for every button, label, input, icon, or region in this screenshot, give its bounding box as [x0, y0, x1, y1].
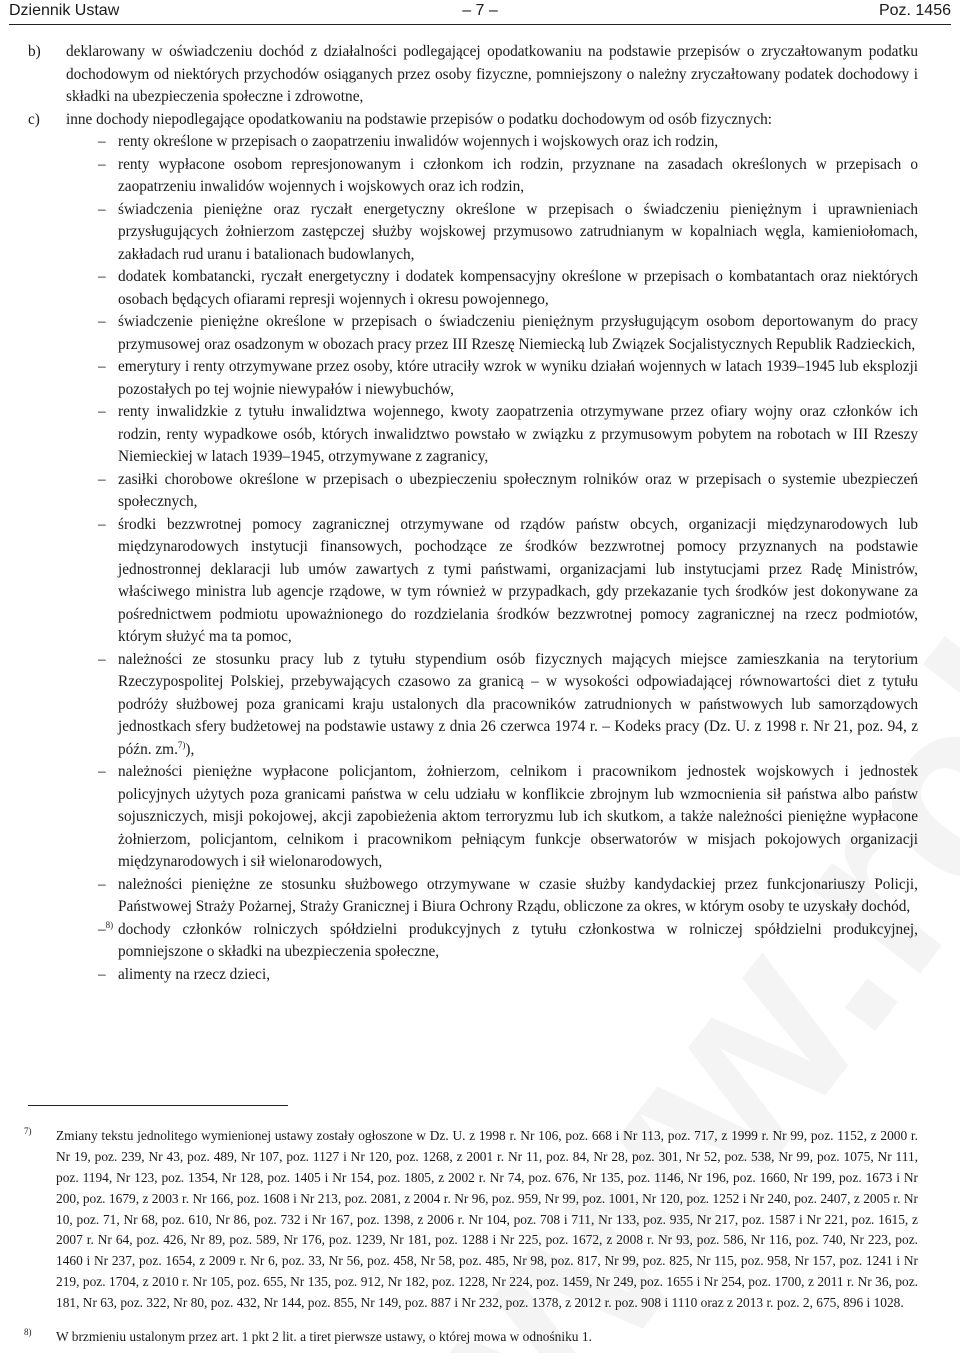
dash-item [28, 964, 918, 987]
footnote-text: W brzmieniu ustalonym przez art. 1 pkt 2 lit. a tiret pierwsze ustawy, o której mowa w odnośniku 1. [56, 1328, 592, 1344]
dash-marker: – [98, 650, 106, 668]
dash-marker: – [98, 515, 106, 533]
dash-item [28, 469, 918, 514]
list-item-c [28, 109, 918, 132]
item-text: deklarowany w oświadczeniu dochód z działalności podlegającej opodatkowaniu na podstawie przepisów o zryczałtowanym podatku dochodowym od niektórych przychodów osiąganych przez osoby fizyczne, pomniejszony o należny zryczałtowany podatek dochodowy i składki na ubezpieczenia społeczne i zdrowotne, [66, 43, 918, 105]
dash-item [28, 649, 918, 762]
dash-marker: – [98, 200, 106, 218]
list-item-b [28, 41, 918, 109]
item-marker: c) [28, 110, 40, 128]
dash-item [28, 919, 918, 964]
dash-text: świadczenie pieniężne określone w przepisach o świadczeniu pieniężnym przysługującym osobom deportowanym do pracy przymusowej oraz osadzonym w obozach pracy przez III Rzeszę Niemiecką lub Związek Socjalistycznych Republik Radzieckich, [118, 313, 918, 353]
dash-marker: – [98, 965, 106, 983]
footnote-marker: 8) [24, 1326, 32, 1337]
footnote-7 [24, 1126, 918, 1313]
page-number: – 7 – [462, 2, 498, 19]
dash-text: emerytury i renty otrzymywane przez osoby, które utraciły wzrok w wyniku działań wojennych w latach 1939–1945 lub eksplozji pozostałych po tej wojnie niewypałów i niewybuchów, [118, 358, 918, 398]
item-marker: b) [28, 43, 41, 60]
dash-item [28, 356, 918, 401]
footnote-marker: 7) [24, 1126, 32, 1137]
dash-marker: –$^{8)}$ [98, 919, 114, 938]
dash-marker: – [98, 470, 106, 488]
dash-text: renty wypłacone osobom represjonowanym i członkom ich rodzin, przyznane na zasadach określonych w przepisach o zaopatrzeniu inwalidów wojennych i wojskowych oraz ich rodzin, [118, 155, 918, 195]
dash-text: renty określone w przepisach o zaopatrzeniu inwalidów wojennych i wojskowych oraz ich rodzin, [118, 133, 719, 150]
dash-marker: – [98, 358, 106, 375]
dash-text: świadczenia pieniężne oraz ryczałt energetyczny określone w przepisach o świadczeniu pieniężnym i uprawnieniach przysługujących żołnierzom zastępczej służby wojskowej przymusowo zatrudnianym w kopalniach węgla, kamieniołomach, zakładach rud uranu i batalionach budowlanych, [118, 200, 918, 263]
footnote-8 [24, 1326, 918, 1348]
footnote-text: Zmiany tekstu jednolitego wymienionej ustawy zostały ogłoszone w Dz. U. z 1998 r. Nr 106, poz. 668 i Nr 113, poz. 717, z 1999 r. Nr 99, poz. 1152, z 2000 r. Nr 19, poz. 239, Nr 43, poz. 489, Nr 107, poz. 1127 i Nr 120, poz. 1268, z 2001 r. Nr 11, poz. 84, Nr 28, poz. 301, Nr 52, poz. 538, Nr 99, poz. 1075, Nr 111, poz. 1194, Nr 123, poz. 1354, Nr 128, poz. 1405 i Nr 154, poz. 1805, z 2002 r. Nr 74, poz. 676, Nr 135, poz. 1146, Nr 196, poz. 1660, Nr 199, poz. 1673 i Nr 200, poz. 1679, z 2003 r. Nr 166, poz. 1608 i Nr 213, poz. 2081, z 2004 r. Nr 96, poz. 959, Nr 99, poz. 1001, Nr 120, poz. 1252 i Nr 240, poz. 2407, z 2005 r. Nr 10, poz. 71, Nr 68, poz. 610, Nr 86, poz. 732 i Nr 167, poz. 1398, z 2006 r. Nr 104, poz. 708 i 711, Nr 133, poz. 935, Nr 217, poz. 1587 i Nr 221, poz. 1615, z 2007 r. Nr 64, poz. 426, Nr 89, poz. 589, Nr 176, poz. 1239, Nr 181, poz. 1288 i Nr 225, poz. 1672, z 2008 r. Nr 93, poz. 586, Nr 116, poz. 740, Nr 223, poz. 1460 i Nr 237, poz. 1654, z 2009 r. Nr 6, poz. 33, Nr 56, poz. 458, Nr 58, poz. 485, Nr 98, poz. 817, Nr 99, poz. 825, Nr 115, poz. 958, Nr 157, poz. 1241 i Nr 219, poz. 1704, z 2010 r. Nr 105, poz. 655, Nr 135, poz. 912, Nr 182, poz. 1228, Nr 224, poz. 1459, Nr 249, poz. 1655 i Nr 254, poz. 1700, z 2011 r. Nr 36, poz. 181, Nr 63, poz. 322, Nr 80, poz. 432, Nr 144, poz. 855, Nr 149, poz. 887 i Nr 232, poz. 1378, z 2012 r. poz. 908 i 1110 oraz z 2013 r. poz. 2, 675, 896 i 1028. [56, 1128, 918, 1310]
dash-text: zasiłki chorobowe określone w przepisach o ubezpieczeniu społecznym rolników oraz w przepisach o systemie ubezpieczeń społecznych, [118, 470, 918, 510]
dash-text: renty inwalidzkie z tytułu inwalidztwa wojennego, kwoty zaopatrzenia otrzymywane przez ofiary wojny oraz członków ich rodzin, renty wypadkowe osób, których inwalidztwo powstało w związku z przymusowym pobytem na robotach w III Rzeszy Niemieckiej w latach 1939–1945, otrzymywane z zagranicy, [118, 403, 918, 465]
dash-marker-sup: 8) [105, 919, 114, 930]
position-number: Poz. 1456 [878, 2, 951, 19]
journal-title: Dziennik Ustaw [9, 2, 120, 19]
dash-marker: – [98, 313, 106, 330]
dash-marker: – [98, 133, 106, 150]
dash-item [28, 266, 918, 311]
dash-item [28, 514, 918, 649]
dash-marker: – [98, 763, 106, 780]
page-header [9, 0, 951, 25]
dash-item [28, 761, 918, 874]
dash-text: środki bezzwrotnej pomocy zagranicznej otrzymywane od rządów państw obcych, organizacji międzynarodowych lub międzynarodowych instytucji finansowych, pochodzące ze środków bezzwrotnej pomocy przyznanych na podstawie jednostronnej deklaracji lub umów zawartych z tymi państwami, organizacjami lub instytucjami przez Radę Ministrów, właściwego ministra lub agencje rządowe, w tym również w przypadkach, gdy przekazanie tych środków jest dokonywane za pośrednictwem podmiotu upoważnionego do rozdzielania środków bezzwrotnej pomocy zagranicznej na rzecz podmiotów, którym służyć ma ta pomoc, [118, 515, 918, 645]
item-text: inne dochody niepodlegające opodatkowaniu na podstawie przepisów o podatku dochodowym od osób fizycznych: [66, 110, 773, 128]
dash-marker: – [98, 268, 106, 285]
dash-marker: – [98, 403, 106, 420]
dash-item [28, 401, 918, 469]
dash-marker: – [98, 875, 106, 893]
dash-text: należności pieniężne ze stosunku służbowego otrzymywane w czasie służby kandydackiej przez funkcjonariuszy Policji, Państwowej Straży Pożarnej, Straży Granicznej i Biura Ochrony Rządu, obliczone za okres, w którym osoby te uzyskały dochód, [118, 875, 918, 915]
dash-text: należności ze stosunku pracy lub z tytułu stypendium osób fizycznych mających miejsce zamieszkania na terytorium Rzeczypospolitej Polskiej, przebywających czasowo za granicą – w wysokości odpowiadającej równowartości diet z tytułu podróży służbowej poza granicami kraju ustalonych dla pracowników zatrudnionych w państwowych lub samorządowych jednostkach sfery budżetowej na podstawie ustawy z dnia 26 czerwca 1974 r. – Kodeks pracy (Dz. U. z 1998 r. Nr 21, poz. 94, z późn. zm.$^{7)}$), [118, 650, 918, 758]
dash-item [28, 199, 918, 267]
footnote-divider [28, 1105, 288, 1106]
footnote-ref: 7) [177, 739, 186, 750]
dash-list [28, 131, 918, 986]
dash-item [28, 311, 918, 356]
dash-text: należności pieniężne wypłacone policjantom, żołnierzom, celnikom i pracownikom jednostek wojskowych i jednostek policyjnych użytych poza granicami państwa w celu udziału w konflikcie zbrojnym lub wzmocnienia sił państwa albo państw sojuszniczych, misji pokojowej, akcji zapobieżenia aktom terroryzmu lub ich skutkom, a także należności pieniężne wypłacone żołnierzom, policjantom, celnikom i pracownikom pełniącym funkcje obserwatorów w misjach pokojowych organizacji międzynarodowych i sił wielonarodowych, [118, 763, 918, 870]
dash-item [28, 154, 918, 199]
dash-item [28, 131, 918, 154]
dash-text: dochody członków rolniczych spółdzielni produkcyjnych z tytułu członkostwa w rolniczej spółdzielni produkcyjnej, pomniejszone o składki na ubezpieczenia społeczne, [118, 920, 918, 960]
dash-item [28, 874, 918, 919]
document-body [28, 41, 918, 986]
dash-marker: – [98, 155, 106, 173]
footnotes [24, 1113, 918, 1361]
dash-text: alimenty na rzecz dzieci, [118, 965, 271, 983]
dash-text: dodatek kombatancki, ryczałt energetyczny i dodatek kompensacyjny określone w przepisach o kombatantach oraz niektórych osobach będących ofiarami represji wojennych i okresu powojennego, [118, 268, 918, 308]
